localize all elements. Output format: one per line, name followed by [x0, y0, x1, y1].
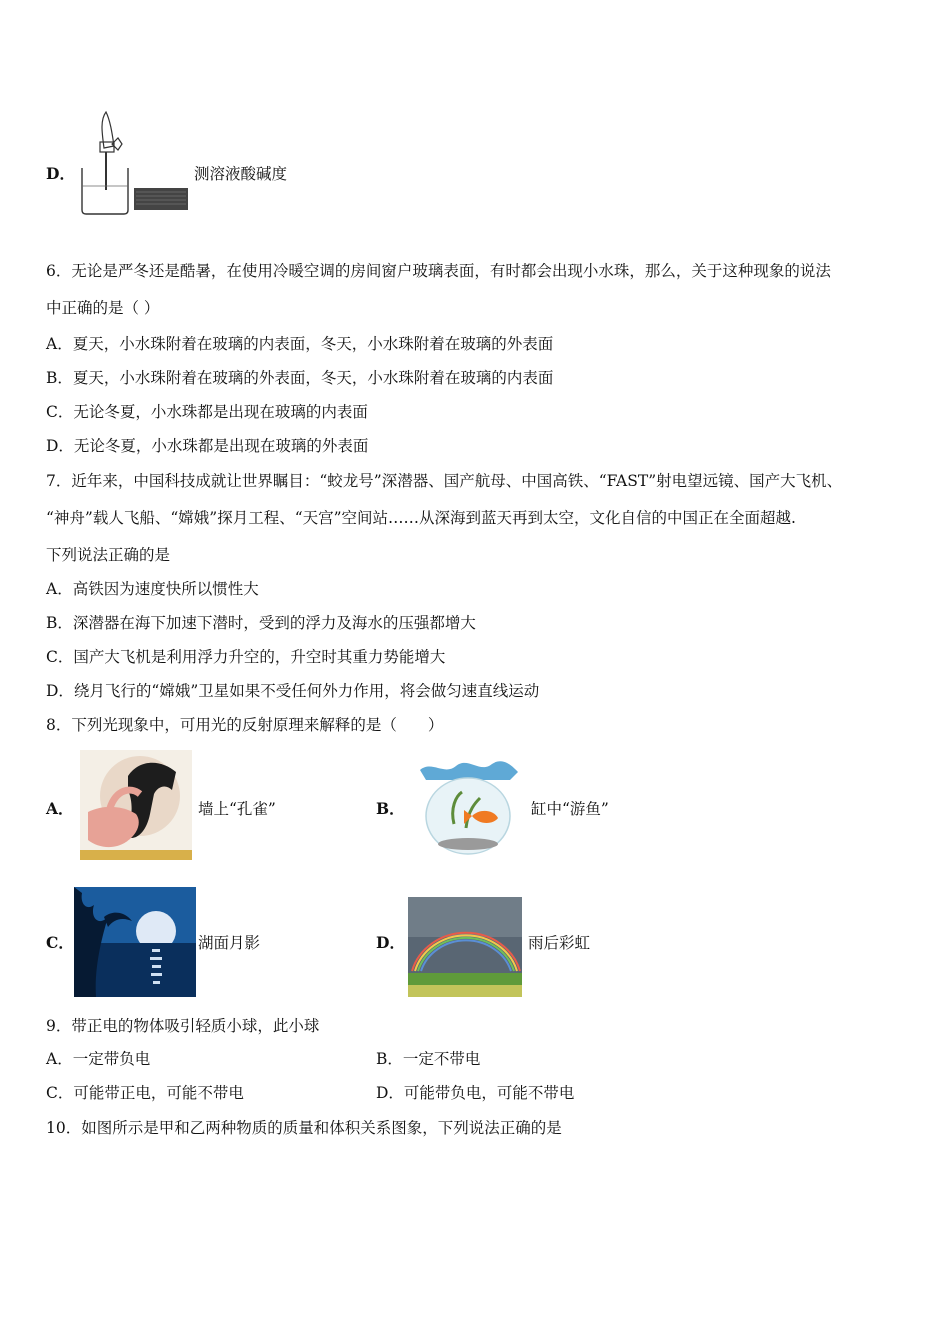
q8-stem: 8．下列光现象中，可用光的反射原理来解释的是（ ）: [46, 716, 444, 734]
ph-test-illustration: [74, 108, 190, 218]
goldfish-bowl-image: [414, 758, 522, 858]
q5-option-d-label: D．: [46, 164, 75, 183]
q7-option-c[interactable]: C．国产大飞机是利用浮力升空的，升空时其重力势能增大: [46, 648, 446, 666]
q8-option-b-label[interactable]: B．: [376, 799, 405, 818]
q8-option-c-label[interactable]: C．: [46, 933, 74, 952]
q5-option-d-caption: 测溶液酸碱度: [194, 165, 288, 183]
q6-option-d[interactable]: D．无论冬夏，小水珠都是出现在玻璃的外表面: [46, 437, 369, 455]
q6-stem-line1: 6．无论是严冬还是酷暑，在使用冷暖空调的房间窗户玻璃表面，有时都会出现小水珠，那么，关于这种现象的说法: [46, 262, 831, 280]
q8-option-b-caption: 缸中“游鱼”: [531, 800, 609, 818]
q8-option-a-label[interactable]: A．: [46, 799, 74, 818]
q6-stem-line2: 中正确的是（ ）: [46, 299, 160, 317]
q6-option-a[interactable]: A．夏天，小水珠附着在玻璃的内表面，冬天，小水珠附着在玻璃的外表面: [46, 335, 554, 353]
q10-stem: 10．如图所示是甲和乙两种物质的质量和体积关系图象，下列说法正确的是: [46, 1119, 562, 1137]
q8-option-a-caption: 墙上“孔雀”: [198, 800, 276, 818]
q6-option-c[interactable]: C．无论冬夏，小水珠都是出现在玻璃的内表面: [46, 403, 368, 421]
hand-shadow-peacock-image: [80, 750, 192, 860]
q7-stem-line3: 下列说法正确的是: [46, 546, 171, 564]
q9-option-a[interactable]: A．一定带负电: [46, 1050, 151, 1068]
q9-option-b[interactable]: B．一定不带电: [376, 1050, 481, 1068]
q7-stem-line2: “神舟”载人飞船、“嫦娥”探月工程、“天宫”空间站……从深海到蓝天再到太空，文化自信的中国正在全面超越.: [46, 509, 796, 527]
q8-option-d-caption: 雨后彩虹: [528, 934, 591, 952]
q7-stem-line1: 7．近年来，中国科技成就让世界瞩目：“蛟龙号”深潜器、国产航母、中国高铁、“FAST”射电望远镜、国产大飞机、: [46, 472, 843, 490]
q9-option-d[interactable]: D．可能带负电，可能不带电: [376, 1084, 575, 1102]
q7-option-a[interactable]: A．高铁因为速度快所以惯性大: [46, 580, 259, 598]
q8-option-c-caption: 湖面月影: [198, 934, 261, 952]
q9-stem: 9．带正电的物体吸引轻质小球，此小球: [46, 1017, 320, 1035]
lake-moon-reflection-image: [74, 887, 196, 997]
q6-option-b[interactable]: B．夏天，小水珠附着在玻璃的外表面，冬天，小水珠附着在玻璃的内表面: [46, 369, 554, 387]
q8-option-d-label[interactable]: D．: [376, 933, 405, 952]
q7-option-b[interactable]: B．深潜器在海下加速下潜时，受到的浮力及海水的压强都增大: [46, 614, 476, 632]
q7-option-d[interactable]: D．绕月飞行的“嫦娥”卫星如果不受任何外力作用，将会做匀速直线运动: [46, 682, 540, 700]
q9-option-c[interactable]: C．可能带正电，可能不带电: [46, 1084, 244, 1102]
rainbow-image: [408, 897, 522, 997]
